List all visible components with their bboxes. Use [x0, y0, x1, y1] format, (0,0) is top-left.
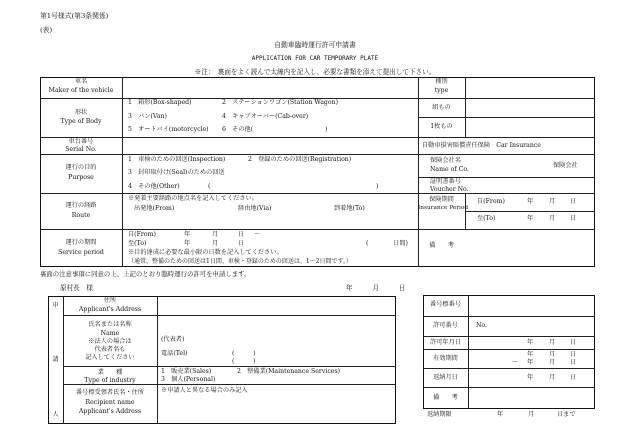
return-date-year: 年: [527, 374, 534, 381]
rep-note-3: 記入してください: [85, 354, 135, 361]
insurance-from: 自(From): [477, 198, 505, 205]
industry-option-1[interactable]: 1 販売業(Sales): [161, 368, 212, 375]
company-suffix: 保険会社: [553, 162, 578, 169]
permit-date-label: 許可年月日: [430, 339, 461, 346]
voucher-label-en: Voucher No.: [430, 186, 469, 193]
application-date: 年 月 日: [346, 284, 406, 292]
mayor-addressee: 原村長 様: [60, 284, 93, 292]
purpose-other-open: (: [208, 183, 211, 190]
return-date-month: 月: [549, 374, 556, 381]
service-to-month: 月: [212, 240, 219, 247]
body-option-6[interactable]: 6 その他(: [222, 126, 254, 133]
industry-label-en: Type of industry: [84, 377, 136, 384]
name-label: 氏名または名称: [88, 321, 132, 328]
purpose-option-3[interactable]: 3 封印取付け(Seal)のための回送: [128, 169, 225, 176]
return-limit-label: 返納期限: [427, 411, 452, 418]
valid-wave: ～: [512, 359, 519, 366]
maker-label: 車名: [74, 78, 88, 85]
type-option-set[interactable]: 組もの: [432, 104, 451, 111]
company-label-en: Name of Co.: [430, 166, 469, 173]
permit-number-prefix: No.: [476, 322, 487, 329]
purpose-label-en: Purpose: [68, 174, 94, 181]
valid-to-year: 年: [527, 359, 534, 366]
valid-period-label: 有効期間: [433, 355, 458, 362]
body-option-3[interactable]: 3 バン(Van): [128, 113, 167, 120]
company-label: 保険会社名: [430, 157, 461, 164]
body-option-1[interactable]: 1 箱形(Box-shaped): [128, 99, 192, 106]
route-label-en: Route: [71, 212, 91, 219]
purpose-option-1[interactable]: 1 車検のための回送(Inspection): [128, 156, 226, 163]
industry-label: 業 種: [97, 369, 123, 376]
route-note: ※発着主要経路の地点名を記入してください。: [128, 195, 258, 202]
insurance-to-year: 年: [527, 215, 534, 222]
permit-date-month: 月: [549, 339, 556, 346]
applicant-char-2: 請: [52, 356, 59, 363]
service-from: 自(From): [128, 231, 156, 238]
service-from-month: 月: [212, 231, 219, 238]
remarks-label: 備 考: [429, 242, 454, 249]
name-label-en: Name: [100, 330, 120, 337]
body-label-en: Type of Body: [60, 118, 102, 125]
service-from-year: 年: [184, 231, 191, 238]
insurance-from-month: 月: [549, 198, 556, 205]
insurance-from-year: 年: [527, 198, 534, 205]
service-to: 至(To): [128, 240, 147, 247]
office-remarks-label: 備 考: [433, 394, 458, 401]
route-via: 経由地(Via): [238, 205, 272, 212]
receiver-note: ※申請人と異なる場合のみ記入: [161, 387, 248, 394]
maker-label-en: Maker of the vehicle: [48, 87, 114, 94]
permit-date-day: 日: [570, 339, 577, 346]
applicant-char-1: 申: [52, 302, 59, 309]
insurance-to-day: 日: [570, 215, 577, 222]
insurance-period-label-en: Insurance Period: [418, 205, 469, 211]
valid-to-day: 日: [570, 359, 577, 366]
body-option-4[interactable]: 4 キャブオーバー(Cab-over): [222, 113, 309, 120]
receiver-label-en: Recipient name: [85, 399, 135, 406]
return-date-day: 日: [570, 374, 577, 381]
notice: ※注： 裏面をよく読んで太線内を記入し、必要な書類を添えて提出して下さい。: [194, 68, 436, 76]
rep-note-2: 代表者名も: [94, 346, 126, 353]
insurance-to-month: 月: [549, 215, 556, 222]
industry-option-2[interactable]: 2 整備業(Maintenance Services): [237, 368, 341, 375]
service-note-2: （通常、整備のための回送は1日間、車検・登録のための回送は、1～2日間です。）: [128, 258, 352, 265]
address-label-en: Applicant's Address: [78, 306, 142, 313]
valid-from-year: 年: [527, 351, 534, 358]
service-from-day: 日: [238, 231, 245, 238]
valid-from-day: 日: [570, 351, 577, 358]
tel-paren-open: (: [232, 350, 235, 357]
purpose-option-2[interactable]: 2 登録のための回送(Registration): [248, 156, 352, 163]
tel-paren-close: ): [253, 350, 256, 357]
return-limit-year: 年: [497, 411, 504, 418]
body-option-6-close: ): [325, 126, 328, 133]
side-label: (表): [40, 26, 53, 34]
type-option-single[interactable]: 1枚もの: [430, 123, 453, 130]
agreement-text: 裏面の注意事項に同意の上、上記のとおり臨時運行の許可を申請します。: [40, 270, 251, 278]
route-from: 出発地(From): [134, 205, 175, 212]
serial-label: 車台番号: [68, 138, 94, 145]
title-ja: 自動車臨時運行許可申請書: [274, 41, 356, 49]
valid-to-month: 月: [549, 359, 556, 366]
valid-from-month: 月: [549, 351, 556, 358]
service-label: 運行の期間: [65, 239, 97, 246]
purpose-option-4[interactable]: 4 その他(Other): [128, 183, 180, 190]
service-days: ( 日間): [366, 240, 408, 247]
service-label-en: Service period: [58, 249, 104, 256]
service-wave: ～: [254, 231, 261, 238]
tel2-paren-close: ): [253, 358, 256, 365]
purpose-other-close: ): [376, 183, 379, 190]
purpose-label: 運行の目的: [65, 164, 97, 171]
address-label: 住所: [103, 297, 117, 304]
plate-number-label: 番号標番号: [430, 301, 461, 308]
insurance-period-label: 保険期間: [429, 196, 454, 203]
insurance-to: 至(To): [477, 215, 496, 222]
return-limit-month: 月: [528, 411, 535, 418]
type-label-en: type: [434, 87, 449, 94]
body-label: 形状: [74, 109, 88, 116]
insurance-from-day: 日: [570, 198, 577, 205]
service-to-year: 年: [184, 240, 191, 247]
insurance-label: 自動車損害賠償責任保険 Car Insurance: [422, 142, 541, 149]
receiver-label-en-2: Applicant's Address: [78, 408, 142, 415]
permit-number-label: 許可番号: [433, 322, 458, 329]
tel2-paren-open: (: [232, 358, 235, 365]
service-to-day: 日: [238, 240, 245, 247]
return-date-label: 返納月日: [433, 374, 458, 381]
rep-note-1: ※法人の場合は: [88, 338, 132, 345]
body-option-2[interactable]: 2 ステーションワゴン(Station Wagon): [222, 99, 339, 106]
route-to: 到着地(To): [334, 205, 365, 212]
type-label: 種別: [435, 78, 448, 85]
serial-label-en: Serial No.: [65, 146, 97, 153]
route-label: 運行の経路: [65, 202, 97, 209]
form-number: 第1号様式(第3条関係): [40, 12, 109, 20]
receiver-label: 番号標受領者氏名・住所: [75, 389, 145, 396]
body-option-5[interactable]: 5 オートバイ(motorcycle): [128, 126, 209, 133]
industry-option-3[interactable]: 3 個人(Personal): [161, 376, 216, 383]
applicant-char-3: 人: [52, 411, 59, 418]
voucher-label: 証明書番号: [430, 178, 461, 185]
title-en: APPLICATION FOR CAR TEMPORARY PLATE: [251, 55, 379, 62]
representative-field[interactable]: (代表者): [161, 336, 185, 343]
service-note-1: ※目的達成に必要な最小限の日数を記入してください。: [128, 249, 283, 256]
permit-date-year: 年: [527, 339, 534, 346]
tel-label: 電話(Tel): [161, 350, 188, 357]
return-limit-until: 日まで: [557, 411, 576, 418]
